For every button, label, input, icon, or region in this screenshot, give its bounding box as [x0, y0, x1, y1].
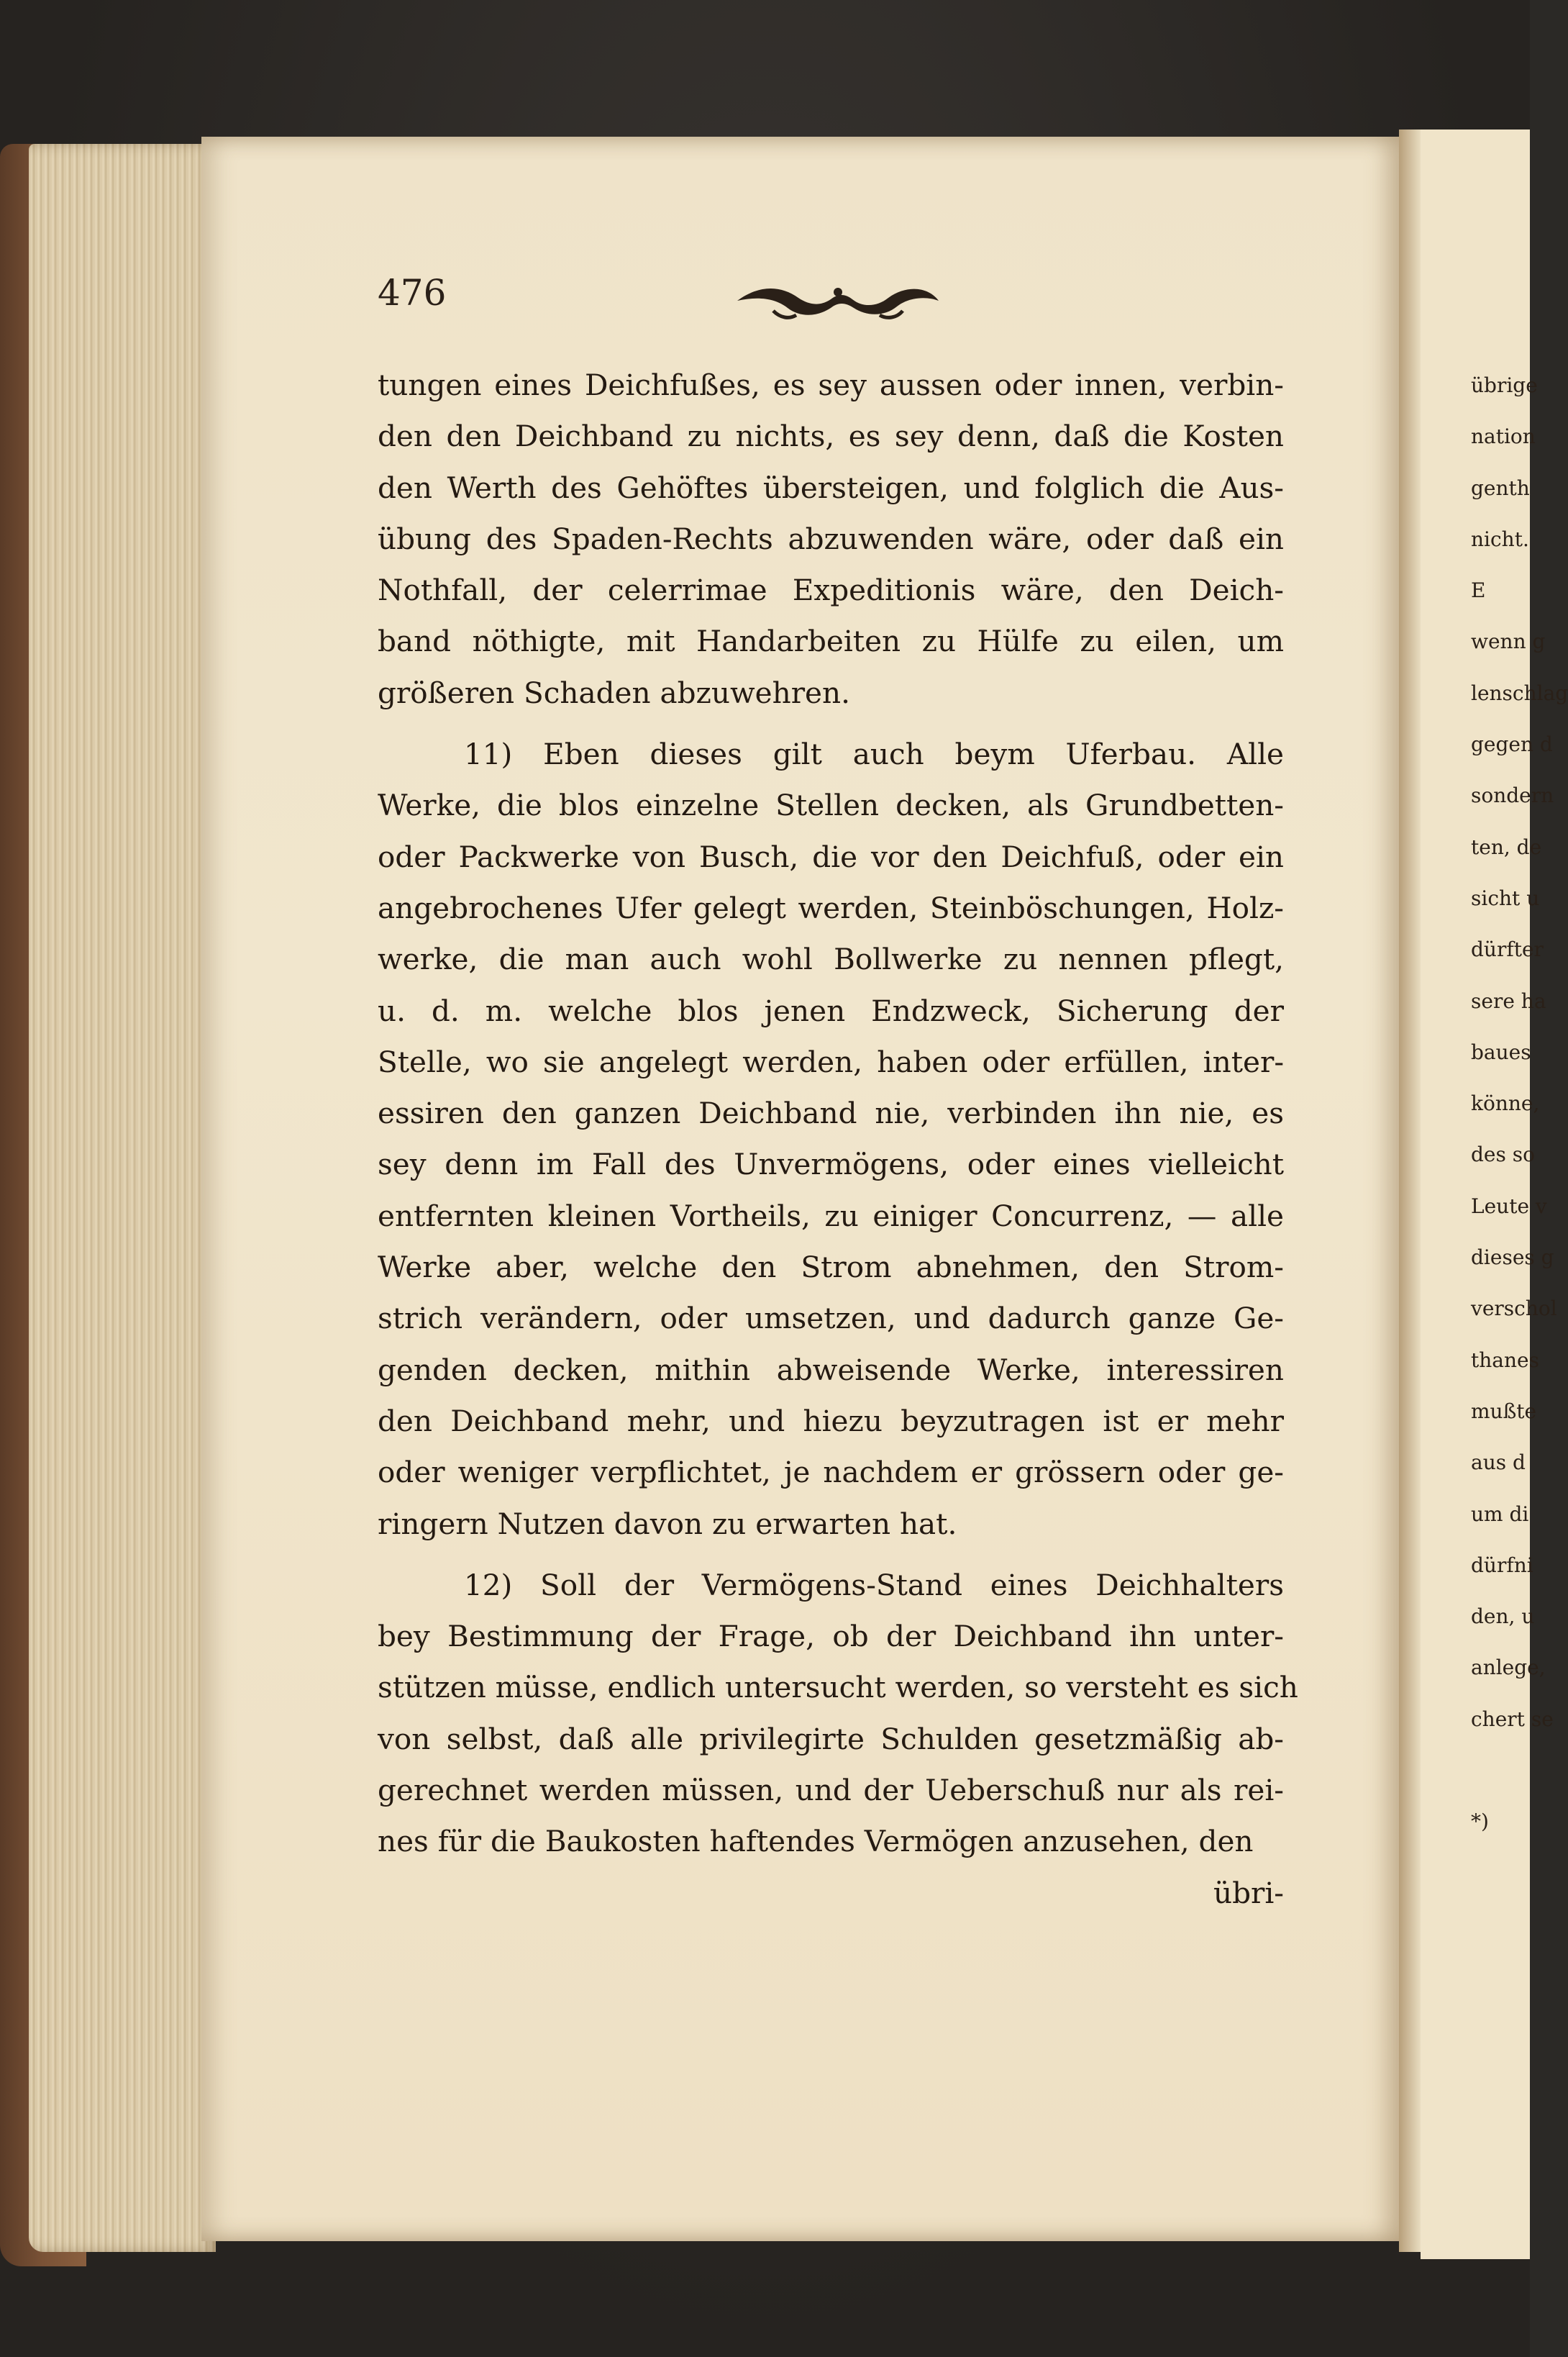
facing-page-fragment: genth	[1471, 476, 1530, 500]
text-line: tungen eines Deichfußes, es sey aussen oder innen, verbin‑	[378, 368, 1284, 402]
facing-page-fragment: thanes	[1471, 1348, 1539, 1372]
text-line: gerechnet werden müssen, und der Ueberschuß nur als rei‑	[378, 1773, 1284, 1808]
ornament-vignette-icon	[730, 278, 946, 324]
text-line: Werke, die blos einzelne Stellen decken, als Grundbetten‑	[378, 788, 1284, 823]
text-line: größeren Schaden abzuwehren.	[378, 675, 850, 710]
facing-page-fragment: übrige	[1471, 373, 1538, 397]
text-line: werke, die man auch wohl Bollwerke zu nennen pflegt,	[378, 942, 1284, 977]
facing-page-fragment: ten, de	[1471, 835, 1542, 859]
facing-page-fragments	[1471, 360, 1568, 1848]
text-line: Stelle, wo sie angelegt werden, haben oder erfüllen, inter‑	[378, 1044, 1284, 1079]
facing-page-fragment: baues	[1471, 1040, 1531, 1064]
paragraph-gap	[378, 719, 1284, 729]
facing-page-fragment: verschol	[1471, 1296, 1557, 1321]
text-line: Werke aber, welche den Strom abnehmen, den Strom‑	[378, 1250, 1284, 1285]
text-line: band nöthigte, mit Handarbeiten zu Hülfe zu eilen, um	[378, 624, 1284, 659]
text-line: oder weniger verpflichtet, je nachdem er grössern oder ge‑	[378, 1455, 1284, 1490]
facing-page-fragment: sicht u	[1471, 886, 1540, 910]
facing-page-fragment: E	[1471, 578, 1486, 603]
text-line: Nothfall, der celerrimae Expeditionis wäre, den Deich‑	[378, 573, 1284, 608]
page-edges	[29, 144, 216, 2252]
page-number: 476	[378, 272, 447, 314]
text-line: den den Deichband zu nichts, es sey denn, daß die Kosten	[378, 419, 1284, 454]
facing-page-fragment: sondern	[1471, 784, 1554, 808]
text-line: ringern Nutzen davon zu erwarten hat.	[378, 1506, 957, 1541]
text-line: den Werth des Gehöftes übersteigen, und folglich die Aus‑	[378, 470, 1284, 505]
facing-page-fragment	[1471, 1745, 1528, 1796]
paragraph-gap	[378, 1550, 1284, 1560]
facing-page-fragment: dieses g	[1471, 1245, 1554, 1270]
text-line: nes für die Baukosten haftendes Vermögen anzusehen, den	[378, 1824, 1254, 1859]
facing-page-fragment: anlege,	[1471, 1656, 1546, 1680]
text-line: genden decken, mithin abweisende Werke, interessiren	[378, 1352, 1284, 1387]
text-line: sey denn im Fall des Unvermögens, oder eines vielleicht	[378, 1147, 1284, 1182]
facing-page-fragment: sere ha	[1471, 989, 1546, 1013]
facing-page-fragment: Leute v	[1471, 1194, 1547, 1218]
text-line: u. d. m. welche blos jenen Endzweck, Sicherung der	[378, 993, 1284, 1028]
text-line: übung des Spaden‑Rechts abzuwenden wäre, oder daß ein	[378, 521, 1284, 556]
facing-page-fragment: nicht.	[1471, 527, 1529, 551]
book-gutter	[1399, 130, 1421, 2252]
facing-page-fragment: mußte	[1471, 1399, 1537, 1423]
facing-page-fragment: wenn g	[1471, 630, 1546, 654]
text-line: entfernten kleinen Vortheils, zu einiger Concurrenz, — alle	[378, 1198, 1284, 1233]
facing-page-fragment: könne,	[1471, 1091, 1540, 1116]
facing-page-fragment: *)	[1471, 1809, 1489, 1834]
facing-page-fragment: des so	[1471, 1143, 1535, 1167]
catchword: übri‑	[1213, 1875, 1284, 1910]
facing-page-fragment: dürfter	[1471, 937, 1544, 962]
facing-page-fragment: nation	[1471, 424, 1536, 449]
facing-page-fragment: chert se	[1471, 1707, 1554, 1731]
text-line: stützen müsse, endlich untersucht werden, so versteht es sich	[378, 1670, 1298, 1705]
text-line: angebrochenes Ufer gelegt werden, Steinböschungen, Holz‑	[378, 890, 1284, 925]
facing-page-fragment: gegen d	[1471, 732, 1553, 757]
text-line: bey Bestimmung der Frage, ob der Deichband ihn unter‑	[378, 1619, 1284, 1654]
facing-page-fragment: aus d	[1471, 1450, 1526, 1475]
text-line: von selbst, daß alle privilegirte Schulden gesetzmäßig ab‑	[378, 1721, 1284, 1756]
page-header	[378, 272, 939, 330]
text-line: oder Packwerke von Busch, die vor den Deichfuß, oder ein	[378, 839, 1284, 874]
text-line: strich verändern, oder umsetzen, und dadurch ganze Ge‑	[378, 1301, 1284, 1336]
text-line: 11) Eben dieses gilt auch beym Uferbau. Alle	[464, 737, 1284, 772]
text-line: essiren den ganzen Deichband nie, verbinden ihn nie, es	[378, 1096, 1284, 1131]
facing-page-fragment: um di	[1471, 1502, 1529, 1526]
facing-page-fragment: dürfni	[1471, 1553, 1533, 1577]
text-line: den Deichband mehr, und hiezu beyzutragen ist er mehr	[378, 1403, 1284, 1438]
text-line: 12) Soll der Vermögens‑Stand eines Deichhalters	[464, 1567, 1284, 1602]
facing-page-fragment: den, u	[1471, 1604, 1535, 1629]
facing-page-fragment: lenschlag	[1471, 681, 1568, 705]
page-body	[378, 360, 1298, 1919]
